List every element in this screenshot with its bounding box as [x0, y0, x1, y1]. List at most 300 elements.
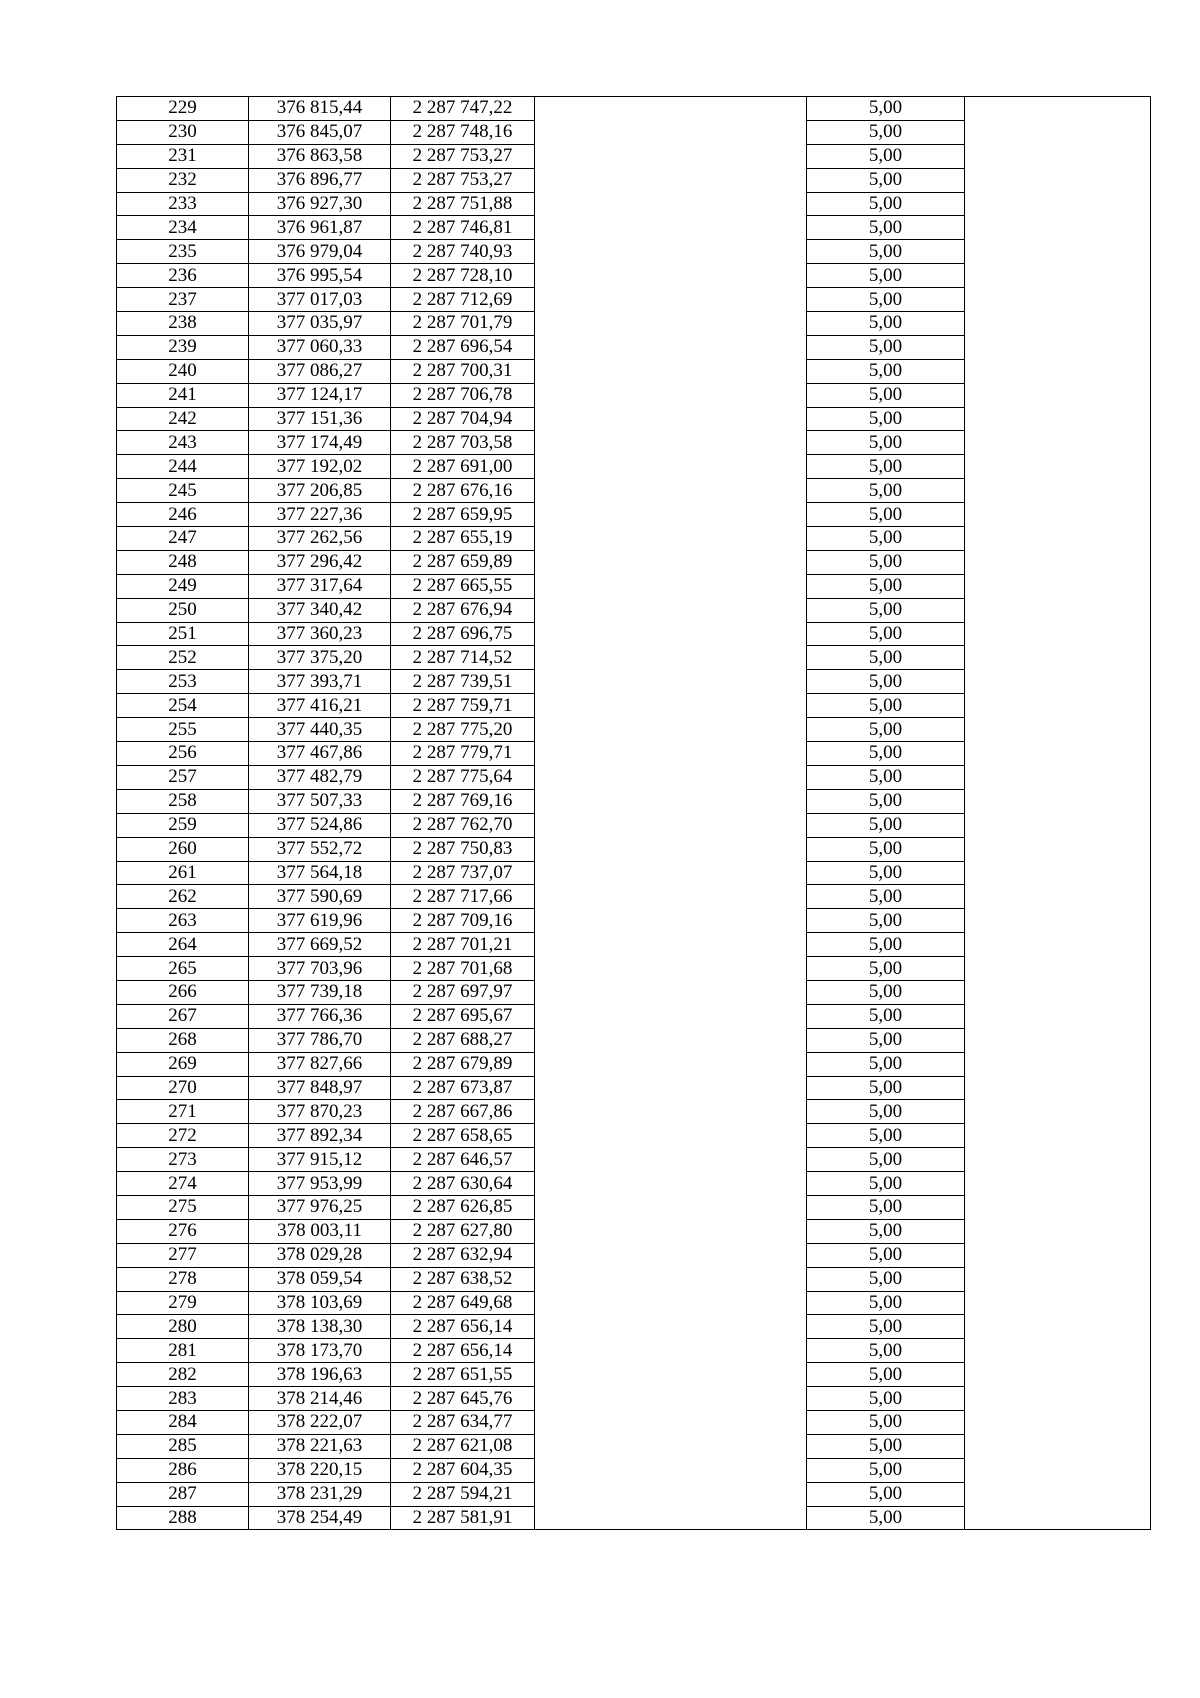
accuracy-cell: 5,00: [807, 837, 965, 861]
accuracy-cell: 5,00: [807, 885, 965, 909]
x-coordinate-cell: 377 552,72: [249, 837, 391, 861]
x-coordinate-cell: 377 317,64: [249, 574, 391, 598]
point-number-cell: 288: [117, 1506, 249, 1530]
y-coordinate-cell: 2 287 655,19: [391, 527, 535, 551]
table-row: [117, 168, 1151, 192]
blank-cell: [535, 837, 807, 861]
x-coordinate-cell: 377 060,33: [249, 335, 391, 359]
x-coordinate-cell: 377 192,02: [249, 455, 391, 479]
table-row: [117, 1315, 1151, 1339]
point-number-cell: 275: [117, 1195, 249, 1219]
accuracy-cell: 5,00: [807, 909, 965, 933]
point-number-cell: 258: [117, 789, 249, 813]
table-row: [117, 288, 1151, 312]
point-number-cell: 237: [117, 288, 249, 312]
table-row: [117, 192, 1151, 216]
table-row: [117, 359, 1151, 383]
table-row: [117, 670, 1151, 694]
blank-cell: [535, 288, 807, 312]
y-coordinate-cell: 2 287 747,22: [391, 97, 535, 121]
blank-cell: [535, 503, 807, 527]
table-row: [117, 1172, 1151, 1196]
blank-cell: [965, 264, 1151, 288]
blank-cell: [965, 765, 1151, 789]
table-row: [117, 1219, 1151, 1243]
blank-cell: [535, 168, 807, 192]
x-coordinate-cell: 378 214,46: [249, 1387, 391, 1411]
accuracy-cell: 5,00: [807, 1219, 965, 1243]
accuracy-cell: 5,00: [807, 1243, 965, 1267]
blank-cell: [965, 240, 1151, 264]
table-row: [117, 837, 1151, 861]
point-number-cell: 246: [117, 503, 249, 527]
x-coordinate-cell: 377 017,03: [249, 288, 391, 312]
point-number-cell: 284: [117, 1410, 249, 1434]
x-coordinate-cell: 377 564,18: [249, 861, 391, 885]
table-row: [117, 1458, 1151, 1482]
point-number-cell: 234: [117, 216, 249, 240]
blank-cell: [535, 598, 807, 622]
table-row: [117, 144, 1151, 168]
table-row: [117, 1100, 1151, 1124]
blank-cell: [965, 909, 1151, 933]
blank-cell: [965, 837, 1151, 861]
blank-cell: [965, 527, 1151, 551]
x-coordinate-cell: 377 953,99: [249, 1172, 391, 1196]
x-coordinate-cell: 377 360,23: [249, 622, 391, 646]
blank-cell: [965, 646, 1151, 670]
table-row: [117, 765, 1151, 789]
point-number-cell: 287: [117, 1482, 249, 1506]
point-number-cell: 285: [117, 1434, 249, 1458]
blank-cell: [535, 574, 807, 598]
x-coordinate-cell: 376 961,87: [249, 216, 391, 240]
x-coordinate-cell: 376 845,07: [249, 120, 391, 144]
point-number-cell: 281: [117, 1339, 249, 1363]
table-row: [117, 120, 1151, 144]
blank-cell: [535, 312, 807, 336]
y-coordinate-cell: 2 287 630,64: [391, 1172, 535, 1196]
table-row: [117, 1004, 1151, 1028]
x-coordinate-cell: 377 296,42: [249, 550, 391, 574]
y-coordinate-cell: 2 287 651,55: [391, 1363, 535, 1387]
accuracy-cell: 5,00: [807, 1100, 965, 1124]
blank-cell: [965, 120, 1151, 144]
blank-cell: [535, 933, 807, 957]
point-number-cell: 261: [117, 861, 249, 885]
y-coordinate-cell: 2 287 658,65: [391, 1124, 535, 1148]
y-coordinate-cell: 2 287 626,85: [391, 1195, 535, 1219]
blank-cell: [535, 479, 807, 503]
point-number-cell: 274: [117, 1172, 249, 1196]
x-coordinate-cell: 376 979,04: [249, 240, 391, 264]
blank-cell: [535, 980, 807, 1004]
x-coordinate-cell: 377 590,69: [249, 885, 391, 909]
point-number-cell: 254: [117, 694, 249, 718]
accuracy-cell: 5,00: [807, 407, 965, 431]
blank-cell: [535, 1410, 807, 1434]
blank-cell: [535, 1434, 807, 1458]
accuracy-cell: 5,00: [807, 479, 965, 503]
accuracy-cell: 5,00: [807, 335, 965, 359]
blank-cell: [965, 335, 1151, 359]
accuracy-cell: 5,00: [807, 718, 965, 742]
blank-cell: [965, 1506, 1151, 1530]
point-number-cell: 243: [117, 431, 249, 455]
blank-cell: [965, 1172, 1151, 1196]
y-coordinate-cell: 2 287 706,78: [391, 383, 535, 407]
blank-cell: [535, 861, 807, 885]
point-number-cell: 238: [117, 312, 249, 336]
accuracy-cell: 5,00: [807, 1052, 965, 1076]
blank-cell: [965, 407, 1151, 431]
y-coordinate-cell: 2 287 740,93: [391, 240, 535, 264]
y-coordinate-cell: 2 287 717,66: [391, 885, 535, 909]
accuracy-cell: 5,00: [807, 1076, 965, 1100]
accuracy-cell: 5,00: [807, 813, 965, 837]
blank-cell: [965, 168, 1151, 192]
y-coordinate-cell: 2 287 621,08: [391, 1434, 535, 1458]
blank-cell: [965, 1124, 1151, 1148]
blank-cell: [535, 1124, 807, 1148]
accuracy-cell: 5,00: [807, 670, 965, 694]
blank-cell: [965, 598, 1151, 622]
x-coordinate-cell: 377 262,56: [249, 527, 391, 551]
point-number-cell: 269: [117, 1052, 249, 1076]
x-coordinate-cell: 377 482,79: [249, 765, 391, 789]
blank-cell: [535, 718, 807, 742]
y-coordinate-cell: 2 287 704,94: [391, 407, 535, 431]
x-coordinate-cell: 377 669,52: [249, 933, 391, 957]
x-coordinate-cell: 378 221,63: [249, 1434, 391, 1458]
accuracy-cell: 5,00: [807, 1315, 965, 1339]
blank-cell: [965, 1387, 1151, 1411]
point-number-cell: 276: [117, 1219, 249, 1243]
blank-cell: [535, 1195, 807, 1219]
table-row: [117, 574, 1151, 598]
x-coordinate-cell: 378 059,54: [249, 1267, 391, 1291]
x-coordinate-cell: 376 995,54: [249, 264, 391, 288]
accuracy-cell: 5,00: [807, 144, 965, 168]
point-number-cell: 264: [117, 933, 249, 957]
table-row: [117, 383, 1151, 407]
point-number-cell: 245: [117, 479, 249, 503]
blank-cell: [535, 431, 807, 455]
y-coordinate-cell: 2 287 581,91: [391, 1506, 535, 1530]
y-coordinate-cell: 2 287 646,57: [391, 1148, 535, 1172]
blank-cell: [535, 1219, 807, 1243]
blank-cell: [965, 1148, 1151, 1172]
y-coordinate-cell: 2 287 728,10: [391, 264, 535, 288]
blank-cell: [965, 192, 1151, 216]
table-row: [117, 1363, 1151, 1387]
y-coordinate-cell: 2 287 604,35: [391, 1458, 535, 1482]
x-coordinate-cell: 378 220,15: [249, 1458, 391, 1482]
x-coordinate-cell: 378 029,28: [249, 1243, 391, 1267]
accuracy-cell: 5,00: [807, 1434, 965, 1458]
x-coordinate-cell: 377 340,42: [249, 598, 391, 622]
blank-cell: [965, 1339, 1151, 1363]
y-coordinate-cell: 2 287 737,07: [391, 861, 535, 885]
accuracy-cell: 5,00: [807, 288, 965, 312]
blank-cell: [535, 885, 807, 909]
y-coordinate-cell: 2 287 632,94: [391, 1243, 535, 1267]
x-coordinate-cell: 377 619,96: [249, 909, 391, 933]
point-number-cell: 272: [117, 1124, 249, 1148]
point-number-cell: 253: [117, 670, 249, 694]
x-coordinate-cell: 378 196,63: [249, 1363, 391, 1387]
accuracy-cell: 5,00: [807, 765, 965, 789]
blank-cell: [535, 1052, 807, 1076]
accuracy-cell: 5,00: [807, 550, 965, 574]
blank-cell: [535, 550, 807, 574]
table-row: [117, 407, 1151, 431]
blank-cell: [535, 1506, 807, 1530]
accuracy-cell: 5,00: [807, 574, 965, 598]
x-coordinate-cell: 377 915,12: [249, 1148, 391, 1172]
blank-cell: [535, 1172, 807, 1196]
blank-cell: [535, 1100, 807, 1124]
point-number-cell: 244: [117, 455, 249, 479]
table-row: [117, 1148, 1151, 1172]
table-row: [117, 933, 1151, 957]
blank-cell: [535, 957, 807, 981]
x-coordinate-cell: 378 254,49: [249, 1506, 391, 1530]
table-row: [117, 1339, 1151, 1363]
accuracy-cell: 5,00: [807, 598, 965, 622]
table-row: [117, 312, 1151, 336]
y-coordinate-cell: 2 287 701,21: [391, 933, 535, 957]
blank-cell: [965, 455, 1151, 479]
blank-cell: [535, 1339, 807, 1363]
x-coordinate-cell: 377 524,86: [249, 813, 391, 837]
accuracy-cell: 5,00: [807, 383, 965, 407]
point-number-cell: 256: [117, 742, 249, 766]
table-row: [117, 1052, 1151, 1076]
table-row: [117, 240, 1151, 264]
accuracy-cell: 5,00: [807, 957, 965, 981]
blank-cell: [965, 813, 1151, 837]
blank-cell: [535, 1243, 807, 1267]
table-row: [117, 1124, 1151, 1148]
blank-cell: [535, 1028, 807, 1052]
table-row: [117, 813, 1151, 837]
accuracy-cell: 5,00: [807, 216, 965, 240]
y-coordinate-cell: 2 287 697,97: [391, 980, 535, 1004]
table-row: [117, 1291, 1151, 1315]
table-row: [117, 1434, 1151, 1458]
accuracy-cell: 5,00: [807, 455, 965, 479]
point-number-cell: 231: [117, 144, 249, 168]
blank-cell: [965, 1482, 1151, 1506]
y-coordinate-cell: 2 287 750,83: [391, 837, 535, 861]
accuracy-cell: 5,00: [807, 1506, 965, 1530]
x-coordinate-cell: 377 416,21: [249, 694, 391, 718]
table-row: [117, 1028, 1151, 1052]
y-coordinate-cell: 2 287 779,71: [391, 742, 535, 766]
point-number-cell: 236: [117, 264, 249, 288]
table-row: [117, 980, 1151, 1004]
table-row: [117, 1410, 1151, 1434]
blank-cell: [965, 933, 1151, 957]
blank-cell: [535, 216, 807, 240]
blank-cell: [965, 742, 1151, 766]
accuracy-cell: 5,00: [807, 1195, 965, 1219]
table-row: [117, 1506, 1151, 1530]
y-coordinate-cell: 2 287 700,31: [391, 359, 535, 383]
x-coordinate-cell: 377 124,17: [249, 383, 391, 407]
blank-cell: [965, 479, 1151, 503]
x-coordinate-cell: 378 173,70: [249, 1339, 391, 1363]
table-row: [117, 646, 1151, 670]
accuracy-cell: 5,00: [807, 1004, 965, 1028]
accuracy-cell: 5,00: [807, 1387, 965, 1411]
x-coordinate-cell: 377 870,23: [249, 1100, 391, 1124]
x-coordinate-cell: 377 766,36: [249, 1004, 391, 1028]
accuracy-cell: 5,00: [807, 431, 965, 455]
accuracy-cell: 5,00: [807, 1291, 965, 1315]
y-coordinate-cell: 2 287 659,95: [391, 503, 535, 527]
point-number-cell: 240: [117, 359, 249, 383]
accuracy-cell: 5,00: [807, 120, 965, 144]
table-row: [117, 789, 1151, 813]
coordinates-table-body: [117, 97, 1151, 1530]
blank-cell: [965, 622, 1151, 646]
table-row: [117, 431, 1151, 455]
accuracy-cell: 5,00: [807, 861, 965, 885]
accuracy-cell: 5,00: [807, 97, 965, 121]
y-coordinate-cell: 2 287 645,76: [391, 1387, 535, 1411]
blank-cell: [965, 359, 1151, 383]
accuracy-cell: 5,00: [807, 527, 965, 551]
blank-cell: [965, 694, 1151, 718]
point-number-cell: 286: [117, 1458, 249, 1482]
x-coordinate-cell: 378 103,69: [249, 1291, 391, 1315]
y-coordinate-cell: 2 287 775,20: [391, 718, 535, 742]
point-number-cell: 242: [117, 407, 249, 431]
blank-cell: [535, 1387, 807, 1411]
blank-cell: [965, 980, 1151, 1004]
table-row: [117, 264, 1151, 288]
point-number-cell: 265: [117, 957, 249, 981]
blank-cell: [965, 861, 1151, 885]
y-coordinate-cell: 2 287 775,64: [391, 765, 535, 789]
x-coordinate-cell: 377 892,34: [249, 1124, 391, 1148]
table-row: [117, 550, 1151, 574]
blank-cell: [965, 503, 1151, 527]
blank-cell: [965, 1458, 1151, 1482]
table-row: [117, 957, 1151, 981]
y-coordinate-cell: 2 287 638,52: [391, 1267, 535, 1291]
x-coordinate-cell: 377 206,85: [249, 479, 391, 503]
point-number-cell: 282: [117, 1363, 249, 1387]
table-row: [117, 455, 1151, 479]
x-coordinate-cell: 378 222,07: [249, 1410, 391, 1434]
accuracy-cell: 5,00: [807, 789, 965, 813]
point-number-cell: 232: [117, 168, 249, 192]
blank-cell: [535, 789, 807, 813]
point-number-cell: 251: [117, 622, 249, 646]
table-row: [117, 1076, 1151, 1100]
blank-cell: [965, 1195, 1151, 1219]
y-coordinate-cell: 2 287 667,86: [391, 1100, 535, 1124]
point-number-cell: 250: [117, 598, 249, 622]
table-row: [117, 216, 1151, 240]
point-number-cell: 235: [117, 240, 249, 264]
accuracy-cell: 5,00: [807, 503, 965, 527]
accuracy-cell: 5,00: [807, 646, 965, 670]
table-row: [117, 1387, 1151, 1411]
blank-cell: [965, 383, 1151, 407]
blank-cell: [965, 550, 1151, 574]
y-coordinate-cell: 2 287 688,27: [391, 1028, 535, 1052]
x-coordinate-cell: 377 848,97: [249, 1076, 391, 1100]
y-coordinate-cell: 2 287 701,79: [391, 312, 535, 336]
blank-cell: [965, 1100, 1151, 1124]
y-coordinate-cell: 2 287 762,70: [391, 813, 535, 837]
y-coordinate-cell: 2 287 665,55: [391, 574, 535, 598]
blank-cell: [965, 1076, 1151, 1100]
blank-cell: [965, 1363, 1151, 1387]
table-row: [117, 1195, 1151, 1219]
point-number-cell: 259: [117, 813, 249, 837]
y-coordinate-cell: 2 287 656,14: [391, 1315, 535, 1339]
y-coordinate-cell: 2 287 748,16: [391, 120, 535, 144]
y-coordinate-cell: 2 287 769,16: [391, 789, 535, 813]
blank-cell: [535, 622, 807, 646]
point-number-cell: 283: [117, 1387, 249, 1411]
point-number-cell: 260: [117, 837, 249, 861]
table-row: [117, 1267, 1151, 1291]
table-row: [117, 335, 1151, 359]
y-coordinate-cell: 2 287 703,58: [391, 431, 535, 455]
blank-cell: [535, 813, 807, 837]
accuracy-cell: 5,00: [807, 1482, 965, 1506]
y-coordinate-cell: 2 287 751,88: [391, 192, 535, 216]
blank-cell: [535, 1076, 807, 1100]
x-coordinate-cell: 377 227,36: [249, 503, 391, 527]
blank-cell: [535, 1004, 807, 1028]
table-row: [117, 622, 1151, 646]
x-coordinate-cell: 377 703,96: [249, 957, 391, 981]
blank-cell: [965, 1434, 1151, 1458]
accuracy-cell: 5,00: [807, 1363, 965, 1387]
y-coordinate-cell: 2 287 712,69: [391, 288, 535, 312]
point-number-cell: 280: [117, 1315, 249, 1339]
point-number-cell: 233: [117, 192, 249, 216]
blank-cell: [965, 1052, 1151, 1076]
point-number-cell: 279: [117, 1291, 249, 1315]
y-coordinate-cell: 2 287 691,00: [391, 455, 535, 479]
blank-cell: [535, 670, 807, 694]
blank-cell: [535, 144, 807, 168]
x-coordinate-cell: 376 896,77: [249, 168, 391, 192]
blank-cell: [965, 1315, 1151, 1339]
blank-cell: [965, 1291, 1151, 1315]
accuracy-cell: 5,00: [807, 622, 965, 646]
accuracy-cell: 5,00: [807, 240, 965, 264]
y-coordinate-cell: 2 287 696,75: [391, 622, 535, 646]
y-coordinate-cell: 2 287 676,94: [391, 598, 535, 622]
x-coordinate-cell: 377 174,49: [249, 431, 391, 455]
blank-cell: [965, 718, 1151, 742]
x-coordinate-cell: 377 467,86: [249, 742, 391, 766]
accuracy-cell: 5,00: [807, 694, 965, 718]
blank-cell: [965, 670, 1151, 694]
x-coordinate-cell: 377 035,97: [249, 312, 391, 336]
table-row: [117, 527, 1151, 551]
y-coordinate-cell: 2 287 676,16: [391, 479, 535, 503]
